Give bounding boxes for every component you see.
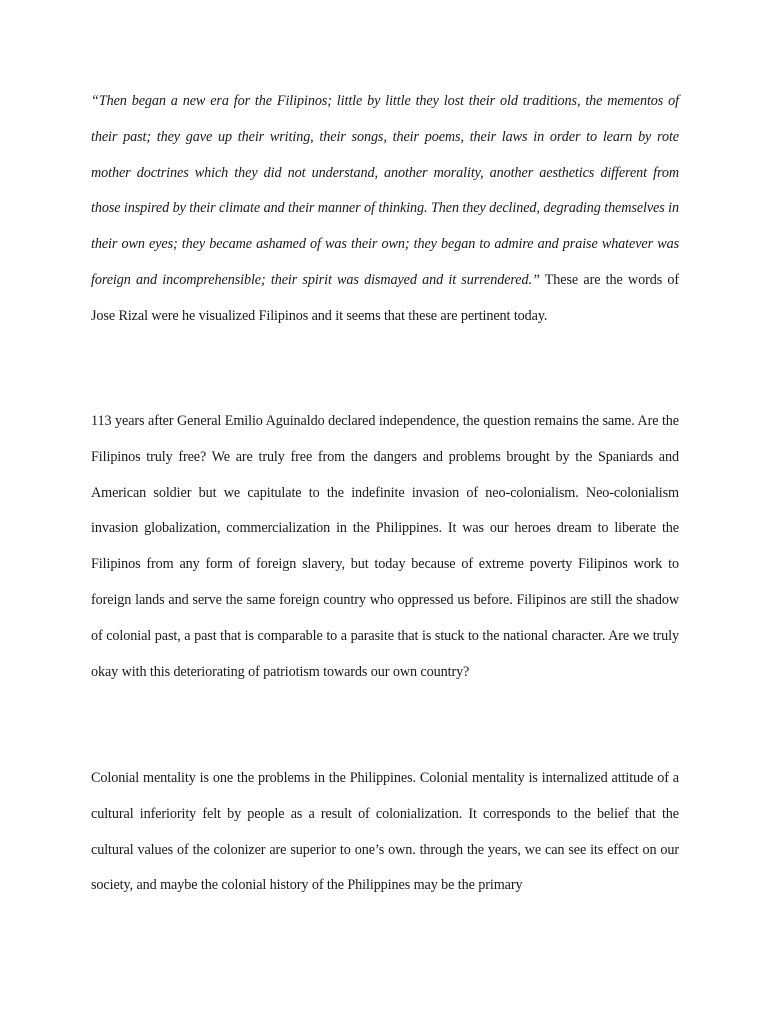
paragraph-colonial-mentality: Colonial mentality is one the problems in the Philippines. Colonial mentality is internalized attitude of a cultural inferiority felt by people as a result of colonialization. It corresponds to the belief that the cultural values of the colonizer are superior to one’s own. through the years, we can see its effect on our society, and maybe the colonial history of the Philippines may be the primary	[91, 770, 679, 894]
paragraph-rizal-quote	[91, 84, 679, 335]
rizal-quote-commentary: These are the words of Jose Rizal were he visualized Filipinos and it seems that these are pertinent today.	[91, 271, 679, 324]
rizal-quote-text: “Then began a new era for the Filipinos; little by little they lost their old traditions, the mementos of their past; they gave up their writing, their songs, their poems, their laws in order to learn by rote mother doctrines which they did not understand, another morality, another aesthetics different from those inspired by their climate and their manner of thinking. Then they declined, degrading themselves in their own eyes; they became ashamed of was their own; they began to admire and praise whatever was foreign and incomprehensible; their spirit was dismayed and it surrendered.”	[91, 93, 679, 288]
paragraph-independence: 113 years after General Emilio Aguinaldo declared independence, the question remains the same. Are the Filipinos truly free? We are truly free from the dangers and problems brought by the Spaniards and American soldier but we capitulate to the indefinite invasion of neo-colonialism. Neo-colonialism invasion globalization, commercialization in the Philippines. It was our heroes dream to liberate the Filipinos from any form of foreign slavery, but today because of extreme poverty Filipinos work to foreign lands and serve the same foreign country who oppressed us before. Filipinos are still the shadow of colonial past, a past that is comparable to a parasite that is stuck to the national character. Are we truly okay with this deteriorating of patriotism towards our own country?	[91, 413, 679, 680]
